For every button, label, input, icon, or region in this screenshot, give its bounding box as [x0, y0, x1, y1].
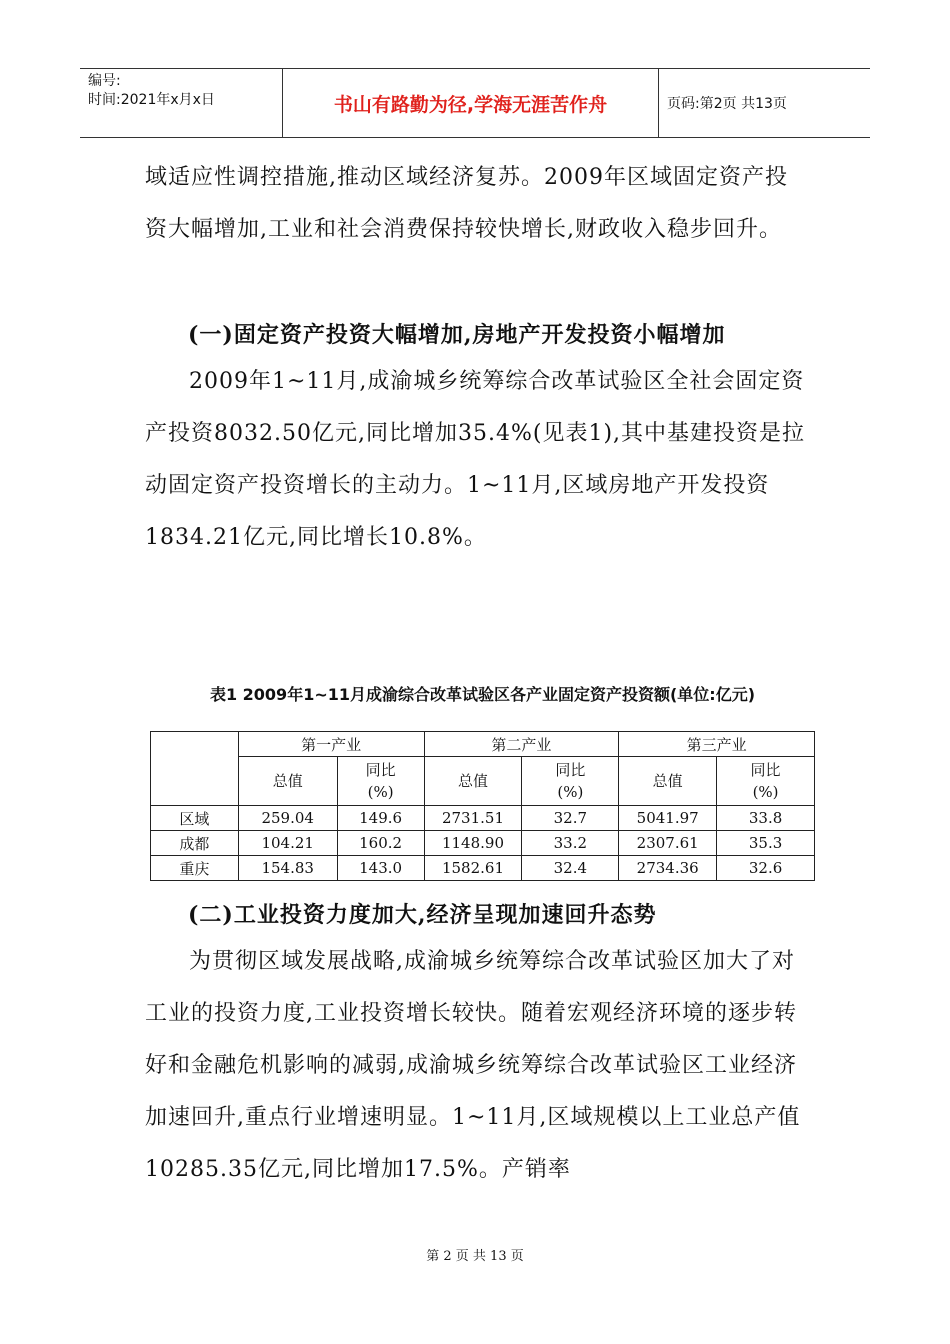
corner-cell [151, 732, 239, 806]
page-footer: 第 2 页 共 13 页 [426, 1249, 524, 1264]
cell: 33.2 [522, 831, 619, 856]
page-header [80, 68, 870, 138]
cell: 32.4 [522, 856, 619, 881]
header-page-info: 页码:第2页 共13页 [667, 96, 787, 112]
cell: 160.2 [337, 831, 424, 856]
cell: 143.0 [337, 856, 424, 881]
section-heading-1: (一)固定资产投资大幅增加,房地产开发投资小幅增加 [188, 322, 726, 348]
investment-table [150, 731, 815, 881]
cell: 2731.51 [424, 806, 522, 831]
table-row [151, 856, 815, 881]
section-heading-2: (二)工业投资力度加大,经济呈现加速回升态势 [188, 902, 657, 928]
group-tertiary: 第三产业 [619, 732, 815, 757]
cell: 154.83 [238, 856, 337, 881]
table-row [151, 831, 815, 856]
sub-total: 总值 [424, 757, 522, 806]
cell: 1582.61 [424, 856, 522, 881]
cell: 104.21 [238, 831, 337, 856]
cell: 259.04 [238, 806, 337, 831]
cell: 5041.97 [619, 806, 717, 831]
sub-yoy: 同比 (%) [337, 757, 424, 806]
paragraph-2: 2009年1~11月,成渝城乡统筹综合改革试验区全社会固定资产投资8032.50亿元,同比增加35.4%(见表1),其中基建投资是拉动固定资产投资增长的主动力。1~11月,区域房地产开发投资1834.21亿元,同比增长10.8%。 [145, 369, 806, 550]
table-subheader-row [151, 757, 815, 806]
cell: 33.8 [717, 806, 815, 831]
cell: 35.3 [717, 831, 815, 856]
paragraph-1: 域适应性调控措施,推动区域经济复苏。2009年区域固定资产投资大幅增加,工业和社会消费保持较快增长,财政收入稳步回升。 [145, 165, 788, 242]
table-row [151, 806, 815, 831]
time-label: 时间:2021年x月x日 [88, 92, 215, 108]
row-name: 重庆 [151, 856, 239, 881]
cell: 2307.61 [619, 831, 717, 856]
cell: 2734.36 [619, 856, 717, 881]
header-meta [80, 69, 283, 137]
cell: 32.6 [717, 856, 815, 881]
header-motto: 书山有路勤为径,学海无涯苦作舟 [283, 69, 659, 137]
sub-yoy: 同比 (%) [522, 757, 619, 806]
row-name: 成都 [151, 831, 239, 856]
sub-yoy: 同比 (%) [717, 757, 815, 806]
cell: 149.6 [337, 806, 424, 831]
sub-total: 总值 [238, 757, 337, 806]
table-caption: 表1 2009年1~11月成渝综合改革试验区各产业固定资产投资额(单位:亿元) [209, 685, 756, 704]
cell: 32.7 [522, 806, 619, 831]
sub-total: 总值 [619, 757, 717, 806]
paragraph-3: 为贯彻区域发展战略,成渝城乡统筹综合改革试验区加大了对工业的投资力度,工业投资增长较快。随着宏观经济环境的逐步转好和金融危机影响的减弱,成渝城乡统筹综合改革试验区工业经济加速回升,重点行业增速明显。1~11月,区域规模以上工业总产值10285.35亿元,同比增加17.5%。产销率 [145, 949, 801, 1182]
table-header-row [151, 732, 815, 757]
group-primary: 第一产业 [238, 732, 424, 757]
row-name: 区域 [151, 806, 239, 831]
code-label: 编号: [88, 73, 121, 89]
cell: 1148.90 [424, 831, 522, 856]
group-secondary: 第二产业 [424, 732, 619, 757]
